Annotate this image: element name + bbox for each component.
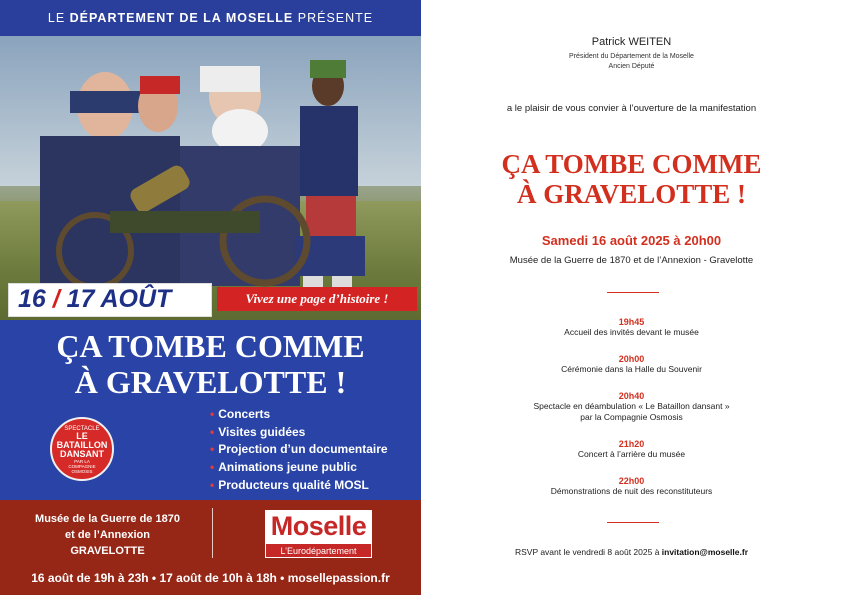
program-item [421, 391, 842, 423]
badge-credit2: COMPAGNIE [68, 464, 96, 469]
event-title-line1: ÇA TOMBE COMME [501, 149, 762, 179]
badge-line2: BATAILLON [56, 440, 108, 450]
festival-dates [18, 285, 171, 314]
activity-label: Animations jeune public [218, 460, 357, 475]
museum-line2: et de l’Annexion [65, 529, 150, 541]
soldier-turban-2 [200, 66, 260, 92]
activity-label: Projection d’un documentaire [218, 442, 388, 457]
slogan: Vivez une page d’histoire ! [217, 287, 417, 311]
date-slash: / [52, 285, 60, 313]
rsvp-email-link[interactable]: invitation@moselle.fr [661, 547, 749, 557]
flyer-title [0, 328, 421, 400]
badge-credit1: PAR LA [74, 459, 90, 464]
presenter-banner [0, 0, 421, 36]
bullet-icon: • [210, 477, 215, 492]
badge-credit3: OSMOSIS [71, 469, 93, 474]
program-desc: Spectacle en déambulation « Le Bataillon dansant » [533, 401, 730, 411]
badge-kicker: SPECTACLE [64, 426, 100, 432]
program-desc: Cérémonie dans la Halle du Souvenir [561, 364, 702, 374]
activity-item [210, 441, 388, 459]
badge-line3: DANSANT [60, 449, 104, 459]
cannon-carriage [110, 211, 260, 233]
museum-address [20, 511, 195, 559]
flyer-title-line1: ÇA TOMBE COMME [56, 328, 365, 364]
event-title [421, 149, 842, 209]
soldier-kepi-1 [70, 91, 140, 113]
program-desc: Accueil des invités devant le musée [564, 327, 699, 337]
bullet-icon: • [210, 424, 215, 439]
activity-label: Visites guidées [218, 424, 306, 439]
program-item [421, 476, 842, 497]
program-desc-secondary: par la Compagnie Osmosis [580, 412, 683, 422]
badge-line1: LE [76, 431, 88, 441]
vertical-divider [212, 508, 213, 558]
historical-reenactors-photo [0, 36, 421, 320]
activity-item [210, 424, 388, 442]
spectacle-badge [50, 417, 114, 481]
date-first: 16 [18, 285, 46, 313]
program-desc: Démonstrations de nuit des reconstituteurs [550, 486, 713, 496]
divider-bottom [607, 522, 659, 523]
event-date: Samedi 16 août 2025 à 20h00 [541, 233, 722, 248]
bullet-icon: • [210, 460, 215, 475]
reenactors-illustration [0, 36, 421, 320]
flyer-title-line2: À GRAVELOTTE ! [74, 364, 347, 400]
zouave-hat [310, 60, 346, 78]
logo-name: Moselle [265, 510, 372, 543]
soldier-kepi-3 [140, 76, 180, 94]
date-second: 17 AOÛT [66, 285, 172, 313]
program-time: 20h00 [618, 354, 645, 364]
event-venue: Musée de la Guerre de 1870 et de l’Annexion - Gravelotte [509, 255, 754, 266]
program-time: 21h20 [618, 439, 645, 449]
event-title-line2: À GRAVELOTTE ! [516, 179, 747, 209]
invitation-panel [421, 0, 842, 595]
program-item [421, 317, 842, 338]
zouave-jacket [300, 106, 358, 196]
bullet-icon: • [210, 442, 215, 457]
program-item [421, 354, 842, 375]
host-role-secondary: Ancien Député [608, 63, 655, 70]
logo-tagline: L’Eurodépartement [265, 543, 372, 558]
program-time: 22h00 [618, 476, 645, 486]
activity-item [210, 459, 388, 477]
activity-item [210, 477, 388, 495]
invitation-text: a le plaisir de vous convier à l’ouverture de la manifestation [506, 103, 757, 114]
program-item [421, 439, 842, 460]
presenter-prefix: LE [47, 11, 70, 25]
bullet-icon: • [210, 407, 215, 421]
activities-list [210, 406, 388, 495]
rsvp-line [421, 547, 842, 557]
divider-top [607, 292, 659, 293]
presenter-suffix: PRÉSENTE [293, 11, 374, 25]
opening-hours: 16 août de 19h à 23h • 17 août de 10h à 18h • mosellepassion.fr [31, 571, 390, 585]
host-name: Patrick WEITEN [591, 36, 672, 48]
presenter-name: DÉPARTEMENT DE LA MOSELLE [69, 11, 294, 25]
rsvp-text: RSVP avant le vendredi 8 août 2025 à [514, 547, 662, 557]
program-time: 20h40 [618, 391, 645, 401]
program-time: 19h45 [618, 317, 645, 327]
host-role: Président du Département de la Moselle [569, 53, 694, 60]
activity-label: Concerts [218, 407, 271, 421]
activity-label: Producteurs qualité MOSL [218, 477, 369, 492]
moselle-logo [265, 510, 372, 558]
activity-item [210, 406, 388, 424]
program-desc: Concert à l’arrière du musée [577, 449, 686, 459]
museum-line1: Musée de la Guerre de 1870 [35, 513, 180, 525]
museum-line3: GRAVELOTTE [70, 545, 145, 557]
